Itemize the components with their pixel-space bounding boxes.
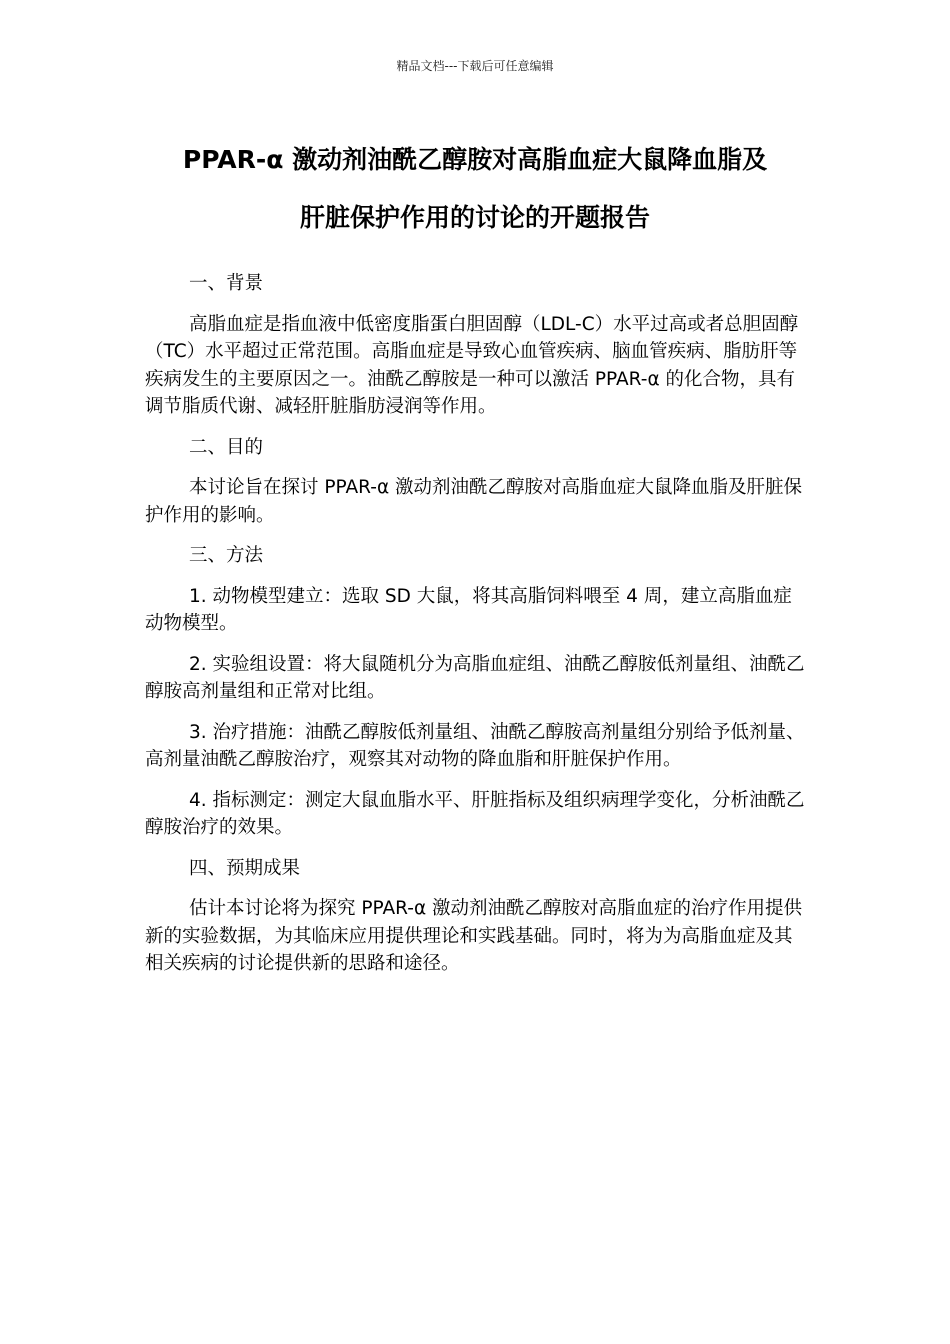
method-item: 2. 实验组设置：将大鼠随机分为高脂血症组、油酰乙醇胺低剂量组、油酰乙醇胺高剂量组和正常对比组。 bbox=[145, 653, 805, 702]
section-heading-background: 一、背景 bbox=[189, 273, 264, 294]
paragraph-background: 高脂血症是指血液中低密度脂蛋白胆固醇（LDL-C）水平过高或者总胆固醇（TC）水平超过正常范围。高脂血症是导致心血管疾病、脑血管疾病、脂肪肝等疾病发生的主要原因之一。油酰乙醇胺是一种可以激活 PPAR-α 的化合物，具有调节脂质代谢、减轻肝脏脂肪浸润等作用。 bbox=[145, 313, 799, 417]
title-line-2: 肝脏保护作用的讨论的开题报告 bbox=[299, 203, 650, 232]
section-heading-results: 四、预期成果 bbox=[189, 857, 301, 879]
document-body bbox=[145, 270, 805, 991]
section-heading-method: 三、方法 bbox=[189, 545, 264, 566]
paragraph-results: 估计本讨论将为探究 PPAR-α 激动剂油酰乙醇胺对高脂血症的治疗作用提供新的实验数据，为其临床应用提供理论和实践基础。同时，将为为高脂血症及其相关疾病的讨论提供新的思路和途径。 bbox=[145, 898, 803, 974]
method-item: 4. 指标测定：测定大鼠血脂水平、肝脏指标及组织病理学变化，分析油酰乙醇胺治疗的效果。 bbox=[145, 789, 805, 838]
method-item: 3. 治疗措施：油酰乙醇胺低剂量组、油酰乙醇胺高剂量组分别给予低剂量、高剂量油酰乙醇胺治疗，观察其对动物的降血脂和肝脏保护作用。 bbox=[145, 721, 805, 770]
document-title bbox=[120, 131, 830, 247]
page-header: 精品文档---下载后可任意编辑 bbox=[396, 59, 554, 73]
title-line-1: PPAR-α 激动剂油酰乙醇胺对高脂血症大鼠降血脂及 bbox=[182, 145, 768, 174]
section-heading-purpose: 二、目的 bbox=[189, 436, 264, 458]
method-item: 1. 动物模型建立：选取 SD 大鼠，将其高脂饲料喂至 4 周，建立高脂血症动物模型。 bbox=[145, 585, 792, 634]
paragraph-purpose: 本讨论旨在探讨 PPAR-α 激动剂油酰乙醇胺对高脂血症大鼠降血脂及肝脏保护作用的影响。 bbox=[145, 477, 803, 526]
